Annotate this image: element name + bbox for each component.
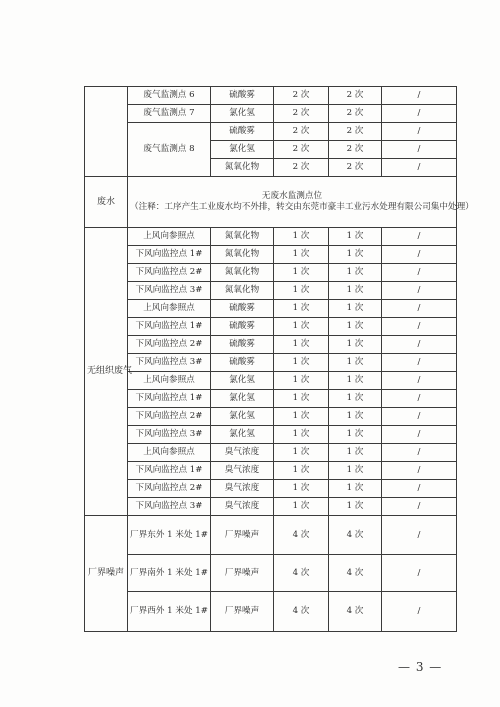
pollutant-cell: 臭气浓度 <box>211 444 274 462</box>
point-cell: 废气监测点 8 <box>128 123 211 177</box>
table-row <box>85 480 457 498</box>
frequency-cell: 1 次 <box>329 336 382 354</box>
pollutant-cell: 硫酸雾 <box>211 300 274 318</box>
frequency-cell: 1 次 <box>329 498 382 516</box>
frequency-cell: 1 次 <box>274 390 329 408</box>
table-row <box>85 372 457 390</box>
frequency-cell: 1 次 <box>274 372 329 390</box>
frequency-cell: 1 次 <box>274 246 329 264</box>
remark-cell: / <box>382 408 457 426</box>
point-cell: 下风向监控点 3# <box>128 282 211 300</box>
frequency-cell: 1 次 <box>329 300 382 318</box>
frequency-cell: 1 次 <box>329 480 382 498</box>
table-row <box>85 462 457 480</box>
frequency-cell: 4 次 <box>329 555 382 592</box>
wastewater-note: （注释：工序产生工业废水均不外排，转交由东莞市豪丰工业污水处理有限公司集中处理） <box>130 202 474 212</box>
table-row <box>85 592 457 632</box>
frequency-cell: 2 次 <box>329 141 382 159</box>
remark-cell: / <box>382 282 457 300</box>
pollutant-cell: 臭气浓度 <box>211 498 274 516</box>
pollutant-cell: 厂界噪声 <box>211 592 274 632</box>
frequency-cell: 1 次 <box>274 228 329 246</box>
page-number: — 3 — <box>398 660 443 674</box>
fugitive-section <box>85 228 457 516</box>
pollutant-cell: 臭气浓度 <box>211 480 274 498</box>
point-cell: 下风向监控点 3# <box>128 498 211 516</box>
category-cell: 废水 <box>85 177 128 228</box>
frequency-cell: 1 次 <box>329 462 382 480</box>
remark-cell: / <box>382 87 457 105</box>
table-row <box>85 300 457 318</box>
monitoring-table <box>84 86 474 632</box>
pollutant-cell: 硫酸雾 <box>211 123 274 141</box>
wastewater-note-cell <box>128 177 474 228</box>
frequency-cell: 1 次 <box>274 462 329 480</box>
frequency-cell: 1 次 <box>329 444 382 462</box>
table-row <box>85 390 457 408</box>
remark-cell: / <box>382 105 457 123</box>
pollutant-cell: 硫酸雾 <box>211 318 274 336</box>
point-cell: 下风向监控点 2# <box>128 480 211 498</box>
table-row <box>85 408 457 426</box>
frequency-cell: 1 次 <box>329 318 382 336</box>
remark-cell: / <box>382 390 457 408</box>
table-row <box>85 498 457 516</box>
point-cell: 上风向参照点 <box>128 372 211 390</box>
point-cell: 厂界西外 1 米处 1# <box>128 592 211 632</box>
frequency-cell: 1 次 <box>329 390 382 408</box>
point-cell: 厂界南外 1 米处 1# <box>128 555 211 592</box>
table-row <box>85 87 457 105</box>
point-cell: 下风向监控点 1# <box>128 246 211 264</box>
table-row <box>85 354 457 372</box>
frequency-cell: 1 次 <box>274 264 329 282</box>
remark-cell: / <box>382 246 457 264</box>
remark-cell: / <box>382 228 457 246</box>
frequency-cell: 1 次 <box>329 426 382 444</box>
table-row <box>85 282 457 300</box>
pollutant-cell: 硫酸雾 <box>211 87 274 105</box>
remark-cell: / <box>382 498 457 516</box>
frequency-cell: 1 次 <box>329 264 382 282</box>
point-cell: 下风向监控点 3# <box>128 354 211 372</box>
point-cell: 下风向监控点 3# <box>128 426 211 444</box>
remark-cell: / <box>382 516 457 555</box>
frequency-cell: 4 次 <box>329 516 382 555</box>
pollutant-cell: 氯化氢 <box>211 390 274 408</box>
remark-cell: / <box>382 462 457 480</box>
remark-cell: / <box>382 336 457 354</box>
table-row <box>85 228 457 246</box>
table-row <box>85 444 457 462</box>
remark-cell: / <box>382 555 457 592</box>
frequency-cell: 1 次 <box>329 228 382 246</box>
pollutant-cell: 厂界噪声 <box>211 516 274 555</box>
remark-cell: / <box>382 354 457 372</box>
table-row <box>85 426 457 444</box>
pollutant-cell: 硫酸雾 <box>211 336 274 354</box>
table-row <box>85 105 457 123</box>
frequency-cell: 1 次 <box>274 426 329 444</box>
pollutant-cell: 氮氧化物 <box>211 264 274 282</box>
remark-cell: / <box>382 444 457 462</box>
frequency-cell: 2 次 <box>274 105 329 123</box>
frequency-cell: 1 次 <box>274 336 329 354</box>
remark-cell: / <box>382 426 457 444</box>
table-row <box>85 246 457 264</box>
pollutant-cell: 氯化氢 <box>211 105 274 123</box>
noise-section <box>85 516 457 632</box>
frequency-cell: 2 次 <box>329 159 382 177</box>
frequency-cell: 1 次 <box>274 480 329 498</box>
frequency-cell: 1 次 <box>274 354 329 372</box>
table-row <box>85 264 457 282</box>
point-cell: 下风向监控点 2# <box>128 264 211 282</box>
point-cell: 下风向监控点 1# <box>128 462 211 480</box>
frequency-cell: 1 次 <box>329 372 382 390</box>
frequency-cell: 1 次 <box>329 282 382 300</box>
table-row <box>85 318 457 336</box>
frequency-cell: 4 次 <box>274 592 329 632</box>
point-cell: 下风向监控点 1# <box>128 390 211 408</box>
point-cell: 废气监测点 7 <box>128 105 211 123</box>
remark-cell: / <box>382 372 457 390</box>
category-cell: 厂界噪声 <box>85 516 128 632</box>
pollutant-cell: 氯化氢 <box>211 372 274 390</box>
point-cell: 上风向参照点 <box>128 444 211 462</box>
frequency-cell: 2 次 <box>274 141 329 159</box>
point-cell: 下风向监控点 1# <box>128 318 211 336</box>
frequency-cell: 1 次 <box>274 408 329 426</box>
pollutant-cell: 硫酸雾 <box>211 354 274 372</box>
pollutant-cell: 氯化氢 <box>211 408 274 426</box>
point-cell: 上风向参照点 <box>128 300 211 318</box>
frequency-cell: 1 次 <box>274 498 329 516</box>
pollutant-cell: 氮氧化物 <box>211 246 274 264</box>
remark-cell: / <box>382 300 457 318</box>
remark-cell: / <box>382 123 457 141</box>
frequency-cell: 1 次 <box>329 246 382 264</box>
frequency-cell: 2 次 <box>329 87 382 105</box>
frequency-cell: 2 次 <box>329 123 382 141</box>
pollutant-cell: 厂界噪声 <box>211 555 274 592</box>
remark-cell: / <box>382 264 457 282</box>
frequency-cell: 1 次 <box>274 282 329 300</box>
frequency-cell: 2 次 <box>329 105 382 123</box>
frequency-cell: 2 次 <box>274 159 329 177</box>
pollutant-cell: 氮氧化物 <box>211 282 274 300</box>
frequency-cell: 1 次 <box>274 318 329 336</box>
frequency-cell: 2 次 <box>274 123 329 141</box>
remark-cell: / <box>382 480 457 498</box>
table-row <box>85 123 457 141</box>
remark-cell: / <box>382 318 457 336</box>
frequency-cell: 4 次 <box>274 516 329 555</box>
point-cell: 上风向参照点 <box>128 228 211 246</box>
frequency-cell: 4 次 <box>274 555 329 592</box>
remark-cell: / <box>382 141 457 159</box>
wastewater-row <box>85 177 457 228</box>
wastewater-title: 无废水监测点位 <box>261 191 323 201</box>
pollutant-cell: 氯化氢 <box>211 426 274 444</box>
remark-cell: / <box>382 592 457 632</box>
pollutant-cell: 氮氧化物 <box>211 159 274 177</box>
point-cell: 下风向监控点 2# <box>128 408 211 426</box>
frequency-cell: 2 次 <box>274 87 329 105</box>
category-cell <box>85 87 128 177</box>
frequency-cell: 1 次 <box>274 444 329 462</box>
pollutant-cell: 氮氧化物 <box>211 228 274 246</box>
pollutant-cell: 氯化氢 <box>211 141 274 159</box>
frequency-cell: 1 次 <box>329 354 382 372</box>
frequency-cell: 1 次 <box>329 408 382 426</box>
point-cell: 废气监测点 6 <box>128 87 211 105</box>
pollutant-cell: 臭气浓度 <box>211 462 274 480</box>
category-cell: 无组织废气 <box>85 228 128 516</box>
frequency-cell: 4 次 <box>329 592 382 632</box>
table-row <box>85 555 457 592</box>
point-cell: 下风向监控点 2# <box>128 336 211 354</box>
point-cell: 厂界东外 1 米处 1# <box>128 516 211 555</box>
remark-cell: / <box>382 159 457 177</box>
table-row <box>85 516 457 555</box>
table-row <box>85 336 457 354</box>
frequency-cell: 1 次 <box>274 300 329 318</box>
